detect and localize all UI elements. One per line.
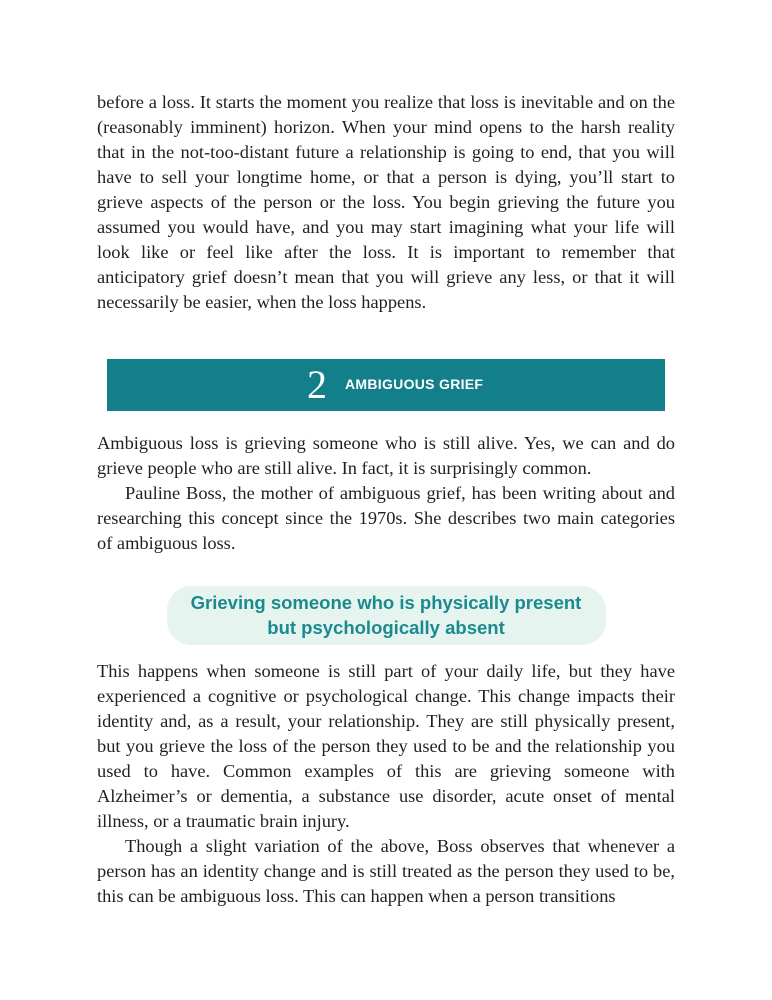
section-banner <box>107 359 665 411</box>
paragraph-physically-present: This happens when someone is still part of your daily life, but they have experienced a cognitive or psychological change. This change impacts their identity and, as a result, your relationship. They are still physically present, but you grieve the loss of the person they used to be and the relationship you used to have. Common examples of this are grieving someone with Alzheimer’s or dementia, a substance use disorder, acute onset of mental illness, or a traumatic brain injury. <box>97 661 675 831</box>
subheading-line-1: Grieving someone who is physically present <box>190 592 582 613</box>
paragraph-identity-change: Though a slight variation of the above, Boss observes that whenever a person has an identity change and is still treated as the person they used to be, this can be ambiguous loss. This can happen when a person transitions <box>97 836 675 906</box>
page-content <box>97 90 675 909</box>
paragraph-ambiguous-loss-intro: Ambiguous loss is grieving someone who is still alive. Yes, we can and do grieve people who are still alive. In fact, it is surprisingly common. <box>97 433 675 478</box>
subheading <box>167 586 606 645</box>
paragraph-anticipatory-grief: before a loss. It starts the moment you realize that loss is inevitable and on the (reasonably imminent) horizon. When your mind opens to the harsh reality that in the not-too-distant future a relationship is going to end, that you will have to sell your longtime home, or that a person is dying, you’ll start to grieve aspects of the person or the loss. You begin grieving the future you assumed you would have, and you may start imagining what your life will look like or feel like after the loss. It is important to remember that anticipatory grief doesn’t mean that you will grieve any less, or that it will necessarily be easier, when the loss happens. <box>97 92 675 312</box>
subheading-container <box>97 586 675 645</box>
section-number: 2 <box>307 362 327 407</box>
section-title: AMBIGUOUS GRIEF <box>345 376 484 392</box>
subheading-line-2: but psychologically absent <box>267 617 505 638</box>
paragraph-pauline-boss: Pauline Boss, the mother of ambiguous grief, has been writing about and researching this concept since the 1970s. She describes two main categories of ambiguous loss. <box>97 483 675 553</box>
